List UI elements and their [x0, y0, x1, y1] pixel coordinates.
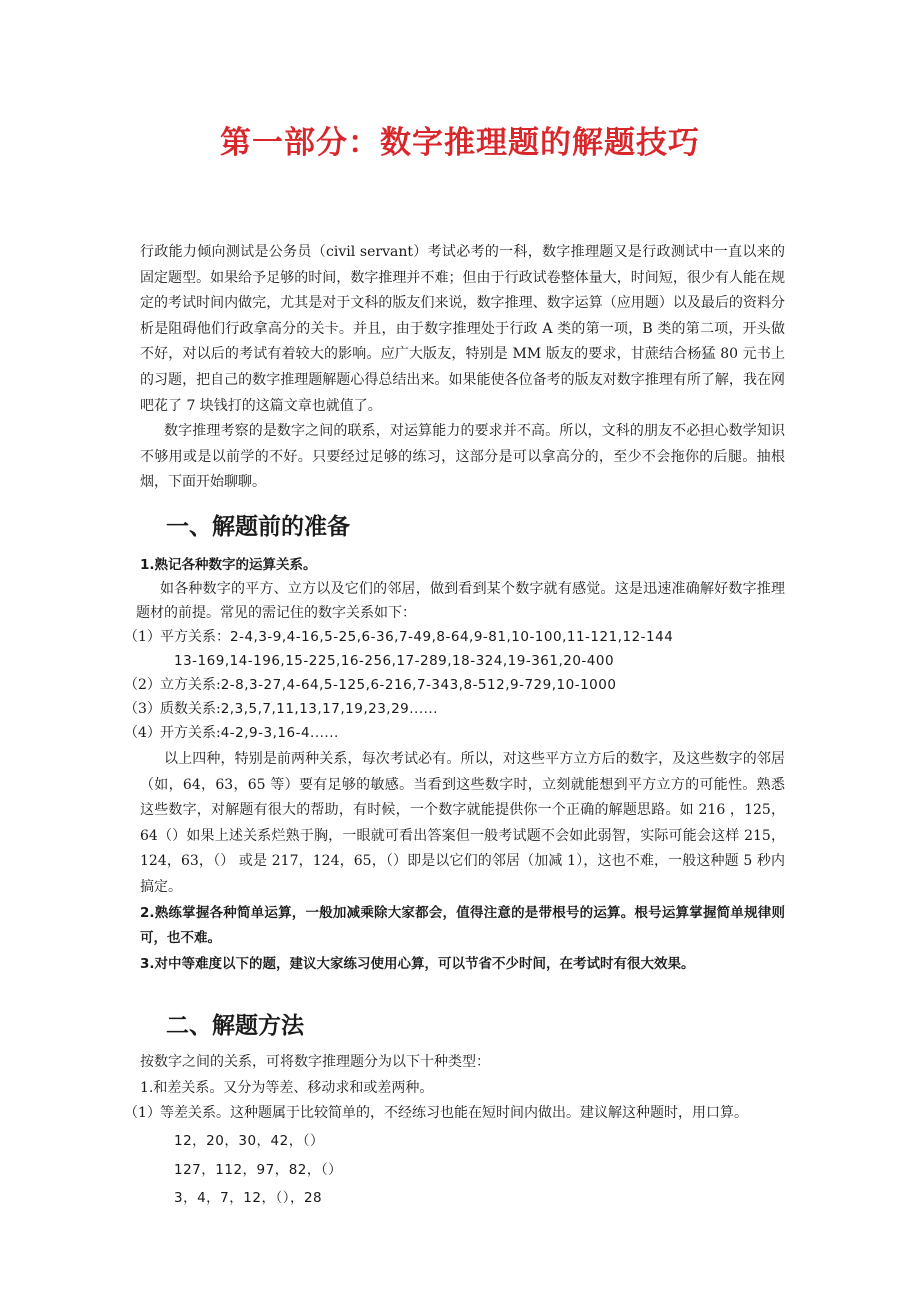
relation-name: 立方关系:: [160, 676, 221, 693]
relation-name: 质数关系:: [160, 700, 221, 717]
tip-2: 2.熟练掌握各种简单运算，一般加减乘除大家都会，值得注意的是带根号的运算。根号运算掌握简单规律则可，也不难。: [140, 904, 785, 947]
document-body: [124, 240, 785, 1213]
type-1-title: 1.和差关系。又分为等差、移动求和或差两种。: [140, 1079, 434, 1096]
relation-label: （2）: [124, 676, 161, 693]
relation-values: 2,3,5,7,11,13,17,19,23,29......: [220, 700, 439, 717]
relation-cube: [124, 673, 785, 697]
sub-type-1: [124, 1101, 785, 1127]
intro-paragraph-2: 数字推理考察的是数字之间的联系，对运算能力的要求并不高。所以，文科的朋友不必担心数学知识不够用或是以前学的不好。只要经过足够的练习，这部分是可以拿高分的，至少不会拖你的后腿。抽根烟，下面开始聊聊。: [140, 423, 785, 491]
example-1: 12，20，30，42，（）: [174, 1133, 324, 1150]
sub-type-text: 等差关系。这种题属于比较简单的，不经练习也能在短时间内做出。建议解这种题时，用口算。: [160, 1105, 748, 1122]
relation-label: （3）: [124, 700, 161, 717]
sub-type-label: （1）: [124, 1105, 161, 1122]
relation-label: （1）: [124, 628, 161, 645]
relation-values: 4-2,9-3,16-4......: [220, 724, 339, 741]
relation-prime: [124, 697, 785, 721]
relation-square: [124, 625, 785, 649]
section-2-heading: 二、解题方法: [166, 1013, 304, 1040]
relation-square-cont: 13-169,14-196,15-225,16-256,17-289,18-324,19-361,20-400: [174, 652, 615, 669]
page-title: 第一部分：数字推理题的解题技巧: [220, 125, 700, 161]
example-3: 3，4，7，12，（），28: [174, 1190, 323, 1207]
section-2-intro: 按数字之间的关系，可将数字推理题分为以下十种类型：: [140, 1054, 490, 1071]
intro-paragraph-1: 行政能力倾向测试是公务员（civil servant）考试必考的一科，数字推理题又是行政测试中一直以来的固定题型。如果给予足够的时间，数字推理并不难；但由于行政试卷整体量大，时间短，很少有人能在规定的考试时间内做完，尤其是对于文科的版友们来说，数字推理、数字运算（应用题）以及最后的资料分析是阻碍他们行政拿高分的关卡。并且，由于数字推理处于行政 A 类的第一项，B 类的第二项，开头做不好，对以后的考试有着较大的影响。应广大版友，特别是 MM 版友的要求，甘蔗结合杨猛 80 元书上的习题，把自己的数字推理题解题心得总结出来。如果能使各位备考的版友对数字推理有所了解，我在网吧花了 7 块钱打的这篇文章也就值了。: [140, 244, 785, 414]
relation-name: 开方关系:: [160, 724, 221, 741]
section-1-heading: 一、解题前的准备: [166, 513, 350, 540]
relation-values: 2-8,3-27,4-64,5-125,6-216,7-343,8-512,9-729,10-1000: [220, 676, 617, 693]
tip-1-explanation: 以上四种，特别是前两种关系，每次考试必有。所以，对这些平方立方后的数字，及这些数字的邻居（如，64，63，65 等）要有足够的敏感。当看到这些数字时，立刻就能想到平方立方的可能性。熟悉这些数字，对解题有很大的帮助，有时候，一个数字就能提供你一个正确的解题思路。如 216 ，125，64（）如果上述关系烂熟于胸，一眼就可看出答案但一般考试题不会如此弱智，实际可能会这样 215，124，63，（） 或是 217，124，65，（）即是以它们的邻居（加减 1），这也不难，一般这种题 5 秒内搞定。: [140, 750, 785, 895]
tip-1-title: 1.熟记各种数字的运算关系。: [140, 556, 317, 573]
relation-name: 平方关系：: [160, 628, 230, 645]
tip-3: 3.对中等难度以下的题，建议大家练习使用心算，可以节省不少时间，在考试时有很大效果。: [140, 955, 695, 972]
relation-root: [124, 721, 785, 745]
example-2: 127，112，97，82，（）: [174, 1161, 343, 1178]
tip-1-description: 如各种数字的平方、立方以及它们的邻居，做到看到某个数字就有感觉。这是迅速准确解好数字推理题材的前提。常见的需记住的数字关系如下：: [136, 580, 785, 621]
relation-label: （4）: [124, 724, 161, 741]
relation-values: 2-4,3-9,4-16,5-25,6-36,7-49,8-64,9-81,10-100,11-121,12-144: [230, 628, 674, 645]
